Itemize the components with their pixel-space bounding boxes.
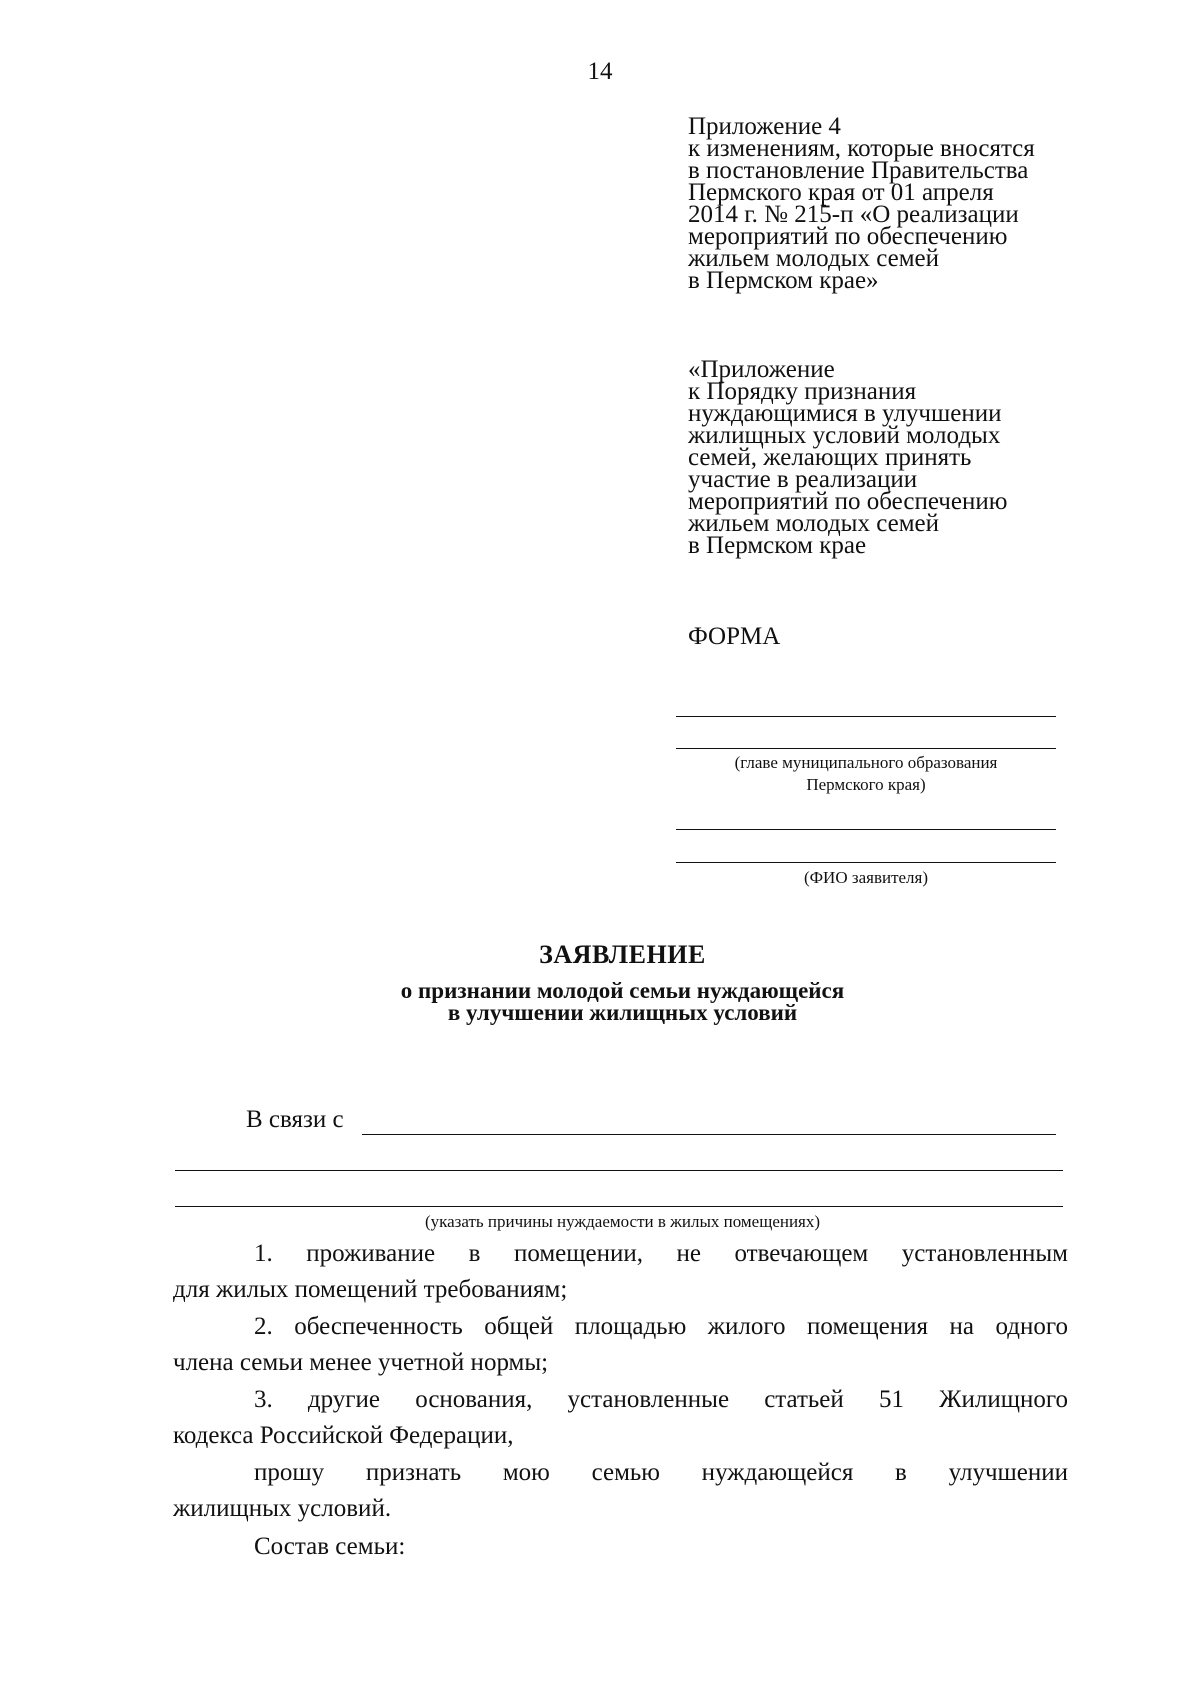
reason-item-2 bbox=[173, 1309, 1068, 1381]
appendix-line: в постановление Правительства bbox=[688, 157, 1029, 184]
subtitle-line: в улучшении жилищных условий bbox=[447, 1000, 798, 1025]
appendix-line: Приложение 4 bbox=[688, 113, 841, 140]
appendix-line: в Пермском крае bbox=[688, 532, 867, 559]
addressee-line-1[interactable] bbox=[676, 716, 1056, 717]
appendix-4-header bbox=[688, 113, 1108, 294]
reason-line-1[interactable] bbox=[362, 1134, 1056, 1135]
addressee-caption bbox=[676, 752, 1056, 796]
appendix-line: мероприятий по обеспечению bbox=[688, 488, 1008, 515]
appendix-line: участие в реализации bbox=[688, 466, 918, 493]
reason-item-1 bbox=[173, 1236, 1068, 1308]
appendix-line: жильем молодых семей bbox=[688, 510, 940, 537]
form-label: ФОРМА bbox=[688, 623, 781, 650]
caption-line: Пермского края) bbox=[806, 775, 926, 794]
appendix-line: к изменениям, которые вносятся bbox=[688, 135, 1035, 162]
appendix-line: «Приложение bbox=[688, 356, 835, 383]
appendix-line: мероприятий по обеспечению bbox=[688, 223, 1008, 250]
appendix-line: жильем молодых семей bbox=[688, 245, 940, 272]
caption-line: (главе муниципального образования bbox=[734, 753, 998, 772]
item-first-line: 3. другие основания, установленные статьей 51 Жилищного bbox=[254, 1386, 1068, 1413]
reason-line-3[interactable] bbox=[175, 1206, 1063, 1207]
item-first-line: 2. обеспеченность общей площадью жилого помещения на одного bbox=[254, 1313, 1068, 1340]
family-section bbox=[173, 1529, 1068, 1565]
document-subtitle bbox=[0, 980, 1200, 1024]
item-rest-line: члена семьи менее учетной нормы; bbox=[173, 1349, 549, 1376]
family-label: Состав семьи: bbox=[254, 1533, 406, 1560]
appendix-line: в Пермском крае» bbox=[688, 267, 879, 294]
item-rest-line: жилищных условий. bbox=[173, 1495, 392, 1522]
reason-line-2[interactable] bbox=[175, 1170, 1063, 1171]
appendix-line: семей, желающих принять bbox=[688, 444, 972, 471]
subtitle-line: о признании молодой семьи нуждающейся bbox=[400, 978, 845, 1003]
page-number: 14 bbox=[587, 58, 613, 85]
reason-item-3 bbox=[173, 1382, 1068, 1454]
appendix-line: нуждающимися в улучшении bbox=[688, 400, 1002, 427]
lead-text: В связи с bbox=[246, 1106, 344, 1133]
applicant-line-1[interactable] bbox=[676, 829, 1056, 830]
appendix-line: 2014 г. № 215-п «О реализации bbox=[688, 201, 1019, 228]
applicant-caption: (ФИО заявителя) bbox=[803, 868, 929, 887]
appendix-order-header bbox=[688, 356, 1108, 559]
document-title: ЗАЯВЛЕНИЕ bbox=[539, 940, 706, 969]
item-first-line: 1. проживание в помещении, не отвечающем установленным bbox=[254, 1240, 1068, 1267]
item-rest-line: для жилых помещений требованиям; bbox=[173, 1276, 568, 1303]
request-paragraph bbox=[173, 1455, 1068, 1527]
item-first-line: прошу признать мою семью нуждающейся в улучшении bbox=[254, 1459, 1068, 1486]
appendix-line: Пермского края от 01 апреля bbox=[688, 179, 994, 206]
appendix-line: к Порядку признания bbox=[688, 378, 917, 405]
applicant-line-2[interactable] bbox=[676, 862, 1056, 863]
appendix-line: жилищных условий молодых bbox=[688, 422, 1001, 449]
reason-caption: (указать причины нуждаемости в жилых помещениях) bbox=[424, 1212, 821, 1231]
addressee-line-2[interactable] bbox=[676, 748, 1056, 749]
item-rest-line: кодекса Российской Федерации, bbox=[173, 1422, 514, 1449]
